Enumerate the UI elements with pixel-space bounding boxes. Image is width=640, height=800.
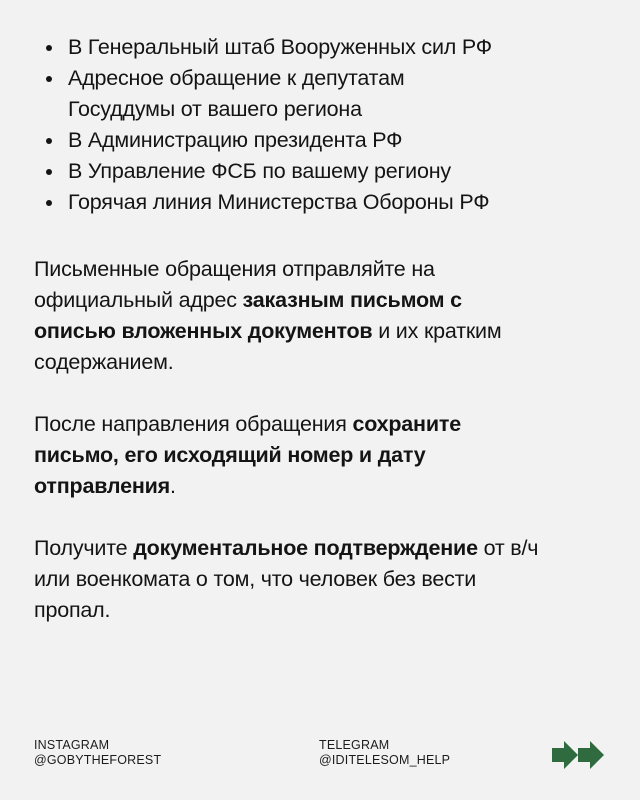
paragraph-text: После направления обращения <box>34 412 353 436</box>
telegram-handle[interactable]: @IDITELESOM_HELP <box>319 753 451 767</box>
footer <box>34 738 606 772</box>
list-item: Адресное обращение к депутатам Госуддумы от вашего региона <box>34 63 488 125</box>
list-item: В Администрацию президента РФ <box>34 125 614 156</box>
list-item: Горячая линия Министерства Обороны РФ <box>34 187 614 218</box>
paragraph-emphasis: сохраните письмо, его исходящий номер и дату отправления <box>34 412 461 498</box>
list-item: В Генеральный штаб Вооруженных сил РФ <box>34 32 614 63</box>
telegram-label: TELEGRAM <box>319 738 390 752</box>
instagram-handle[interactable]: @GOBYTHEFOREST <box>34 753 162 767</box>
recipients-list <box>34 32 614 218</box>
instagram-contact[interactable] <box>34 738 161 768</box>
paragraph-save-letter <box>34 409 534 502</box>
paragraph-confirmation <box>34 533 554 626</box>
paragraph-text: и их кратким содержанием. <box>34 319 502 374</box>
paragraph-emphasis: документальное подтверждение <box>133 536 478 560</box>
paragraph-text: Получите <box>34 536 134 560</box>
paragraph-text: . <box>170 474 176 498</box>
instagram-label: INSTAGRAM <box>34 738 110 752</box>
telegram-contact[interactable] <box>319 738 450 768</box>
paragraph-mail-instructions <box>34 254 534 378</box>
main-content <box>34 32 614 626</box>
list-item: В Управление ФСБ по вашему региону <box>34 156 614 187</box>
paragraph-text: Письменные обращения отправляйте на официальный адрес <box>34 257 435 312</box>
paragraph-text: от в/ч или военкомата о том, что человек без вести пропал. <box>34 536 539 622</box>
double-arrow-right-icon[interactable] <box>552 738 606 772</box>
paragraph-emphasis: заказным письмом с описью вложенных документов <box>34 288 462 343</box>
